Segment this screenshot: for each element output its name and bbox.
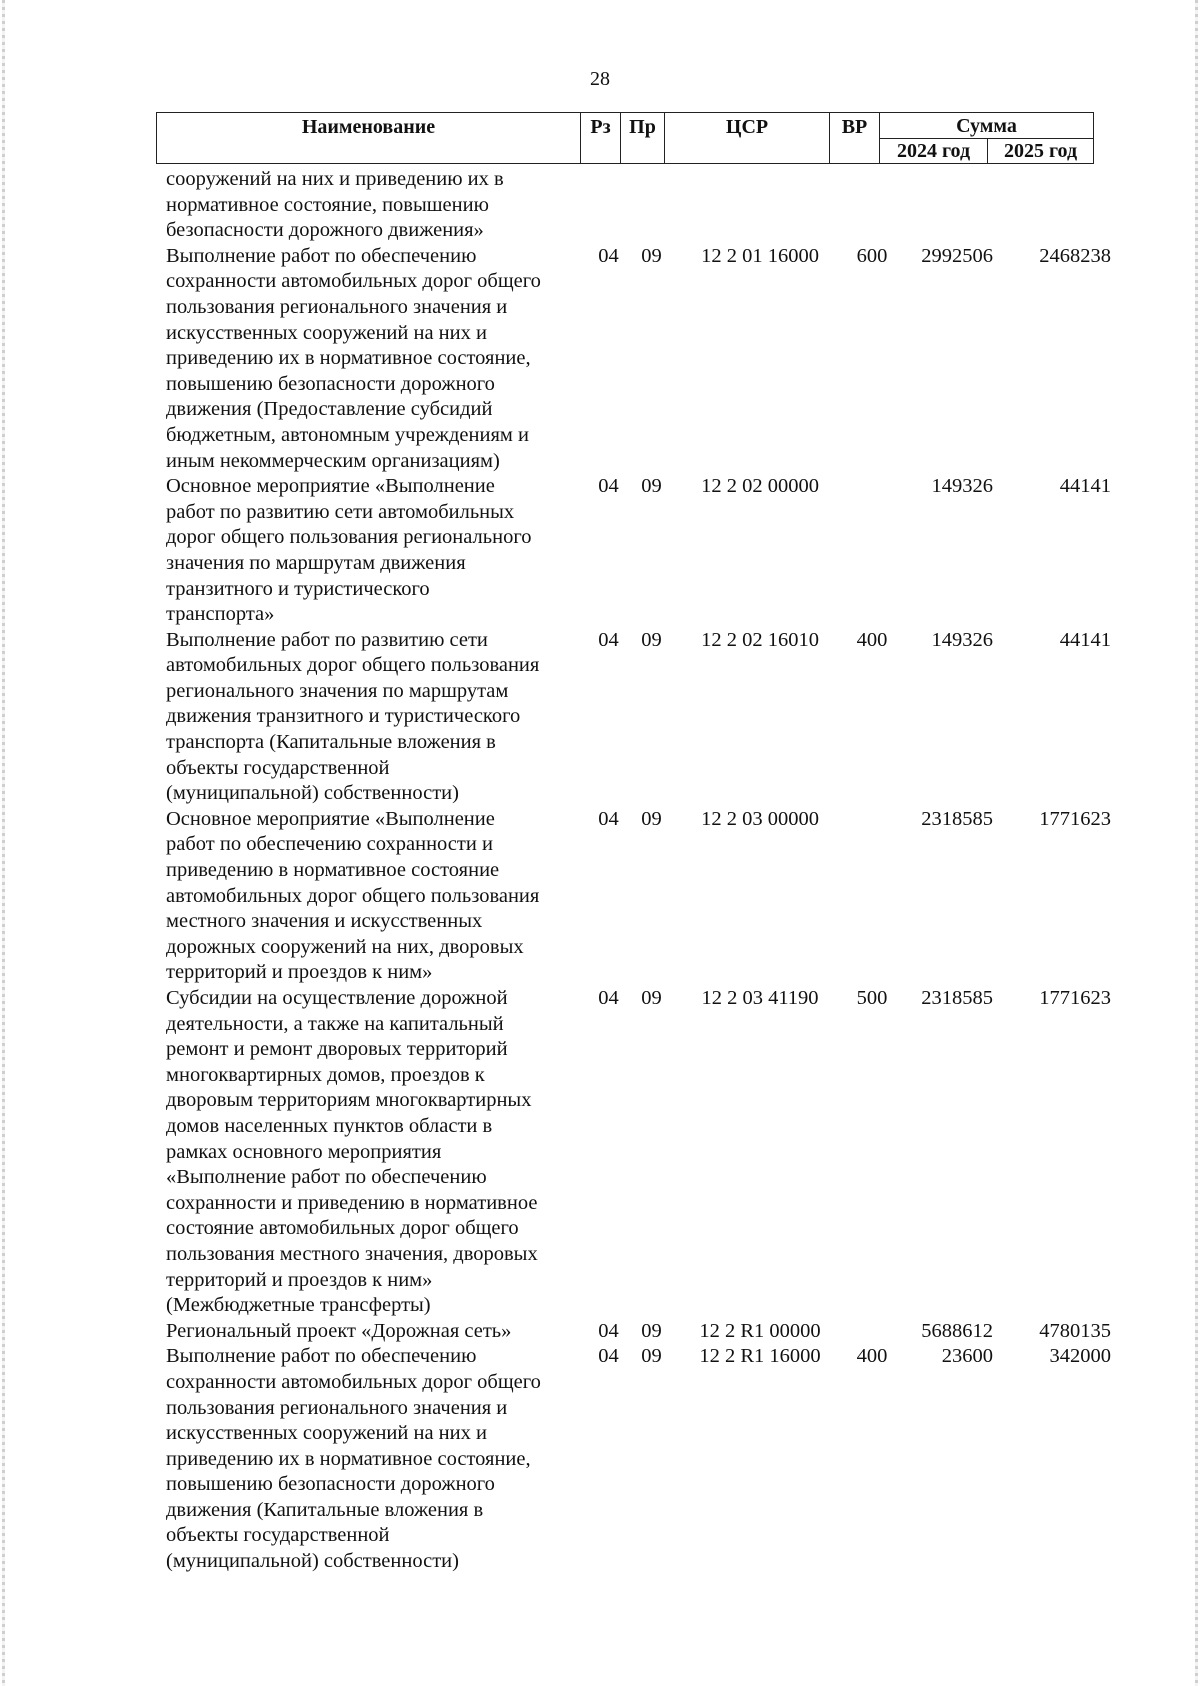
header-year-2024: 2024 год bbox=[880, 139, 988, 164]
cell-name-line: рамках основного мероприятия bbox=[166, 1140, 442, 1163]
cell-rz: 04 bbox=[598, 1345, 619, 1368]
cell-name-line: сооружений на них и приведению их в bbox=[166, 168, 504, 190]
cell-rz bbox=[588, 167, 629, 244]
cell-sum-2024: 23600 bbox=[941, 1345, 993, 1368]
cell-name-line: приведению их в нормативное состояние, bbox=[166, 347, 531, 370]
cell-name-line: транспорта» bbox=[166, 603, 275, 626]
cell-csr: 12 2 01 16000 bbox=[701, 244, 819, 267]
cell-sum-2025: 1771623 bbox=[1039, 987, 1111, 1009]
cell-name-line: дорог общего пользования регионального bbox=[166, 526, 532, 549]
cell-name-line: регионального значения по маршрутам bbox=[166, 679, 509, 702]
cell-name-line: движения транзитного и туристического bbox=[166, 705, 521, 728]
cell-vr bbox=[846, 474, 898, 628]
cell-name bbox=[156, 807, 588, 986]
cell-name-line: Субсидии на осуществление дорожной bbox=[166, 987, 508, 1009]
cell-name bbox=[156, 167, 588, 244]
cell-name-line: бюджетным, автономным учреждениям и bbox=[166, 423, 529, 446]
cell-name-line: ремонт и ремонт дворовых территорий bbox=[166, 1038, 508, 1061]
cell-name-line: искусственных сооружений на них и bbox=[166, 321, 487, 344]
cell-sum-2025: 342000 bbox=[1049, 1345, 1111, 1368]
cell-name bbox=[156, 628, 588, 807]
cell-pr: 09 bbox=[641, 475, 662, 498]
cell-vr bbox=[846, 807, 898, 986]
cell-rz: 04 bbox=[598, 628, 619, 651]
cell-name-line: пользования регионального значения и bbox=[166, 295, 508, 318]
scan-edge-right bbox=[1195, 0, 1198, 1686]
cell-sum-2025 bbox=[1008, 167, 1116, 244]
cell-vr bbox=[846, 1319, 898, 1345]
cell-name-line: автомобильных дорог общего пользования bbox=[166, 884, 540, 907]
cell-pr: 09 bbox=[641, 1345, 662, 1368]
table-header bbox=[156, 112, 1094, 164]
cell-vr: 600 bbox=[856, 244, 888, 267]
header-rz: Рз bbox=[581, 113, 621, 164]
header-pr: Пр bbox=[621, 113, 665, 164]
cell-name-line: Выполнение работ по обеспечению bbox=[166, 244, 477, 267]
cell-pr: 09 bbox=[641, 628, 662, 651]
cell-name bbox=[156, 474, 588, 628]
table-row bbox=[156, 1344, 1116, 1574]
cell-name-line: пользования местного значения, дворовых bbox=[166, 1242, 538, 1265]
cell-name-line: многоквартирных домов, проездов к bbox=[166, 1063, 485, 1086]
cell-sum-2024: 149326 bbox=[931, 475, 993, 498]
table-row bbox=[156, 1319, 1116, 1345]
cell-rz: 04 bbox=[598, 475, 619, 498]
table-row bbox=[156, 167, 1116, 244]
cell-name-line: объекты государственной bbox=[166, 1524, 390, 1547]
cell-name-line: приведению их в нормативное состояние, bbox=[166, 1447, 531, 1470]
cell-name-line: дорожных сооружений на них, дворовых bbox=[166, 935, 524, 958]
cell-name-line: Региональный проект «Дорожная сеть» bbox=[166, 1319, 512, 1342]
cell-name-line: территорий и проездов к ним» bbox=[166, 961, 433, 984]
cell-sum-2025: 4780135 bbox=[1039, 1319, 1111, 1342]
cell-csr: 12 2 03 41190 bbox=[701, 987, 819, 1009]
cell-rz: 04 bbox=[598, 1319, 619, 1342]
cell-name-line: Основное мероприятие «Выполнение bbox=[166, 807, 495, 830]
cell-name-line: приведению в нормативное состояние bbox=[166, 859, 500, 882]
cell-csr: 12 2 02 00000 bbox=[701, 475, 819, 498]
cell-pr bbox=[629, 167, 674, 244]
cell-name-line: (муниципальной) собственности) bbox=[166, 782, 459, 805]
header-name: Наименование bbox=[157, 113, 581, 164]
cell-name-line: (Межбюджетные трансферты) bbox=[166, 1294, 431, 1317]
cell-name-line: пользования регионального значения и bbox=[166, 1396, 508, 1419]
cell-name-line: домов населенных пунктов области в bbox=[166, 1114, 493, 1137]
cell-name bbox=[156, 244, 588, 474]
cell-sum-2025: 44141 bbox=[1059, 628, 1111, 651]
cell-name-line: объекты государственной bbox=[166, 756, 390, 779]
header-csr: ЦСР bbox=[665, 113, 830, 164]
cell-name-line: Выполнение работ по обеспечению bbox=[166, 1345, 477, 1368]
cell-pr: 09 bbox=[641, 244, 662, 267]
cell-vr: 400 bbox=[856, 628, 888, 651]
cell-name-line: искусственных сооружений на них и bbox=[166, 1422, 487, 1445]
table-row bbox=[156, 807, 1116, 986]
cell-csr bbox=[674, 167, 846, 244]
cell-name-line: работ по обеспечению сохранности и bbox=[166, 833, 493, 856]
cell-name-line: (муниципальной) собственности) bbox=[166, 1550, 459, 1573]
cell-pr: 09 bbox=[641, 1319, 662, 1342]
table-row bbox=[156, 474, 1116, 628]
cell-name-line: движения (Предоставление субсидий bbox=[166, 398, 493, 421]
cell-csr: 12 2 R1 00000 bbox=[699, 1319, 821, 1342]
cell-name-line: состояние автомобильных дорог общего bbox=[166, 1217, 519, 1240]
cell-name-line: территорий и проездов к ним» bbox=[166, 1268, 433, 1291]
cell-name-line: дворовым территориям многоквартирных bbox=[166, 1089, 532, 1112]
cell-vr bbox=[846, 167, 898, 244]
cell-name bbox=[156, 1319, 588, 1345]
cell-csr: 12 2 02 16010 bbox=[701, 628, 819, 651]
cell-rz: 04 bbox=[598, 987, 619, 1009]
cell-name-line: транзитного и туристического bbox=[166, 577, 430, 600]
cell-name bbox=[156, 1344, 588, 1574]
header-sum: Сумма bbox=[880, 113, 1094, 139]
table-body bbox=[156, 167, 1116, 1575]
cell-sum-2024 bbox=[898, 167, 1008, 244]
scan-edge-left bbox=[2, 0, 5, 1686]
cell-sum-2024: 2992506 bbox=[921, 244, 993, 267]
table-row bbox=[156, 986, 1116, 1319]
cell-name-line: сохранности автомобильных дорог общего bbox=[166, 1370, 541, 1393]
cell-rz: 04 bbox=[598, 807, 619, 830]
cell-name bbox=[156, 986, 588, 1319]
cell-name-line: безопасности дорожного движения» bbox=[166, 219, 484, 242]
header-vr: ВР bbox=[830, 113, 880, 164]
cell-name-line: автомобильных дорог общего пользования bbox=[166, 654, 540, 677]
cell-name-line: местного значения и искусственных bbox=[166, 910, 483, 933]
cell-name-line: повышению безопасности дорожного bbox=[166, 1473, 495, 1496]
header-year-2025: 2025 год bbox=[988, 139, 1094, 164]
cell-rz: 04 bbox=[598, 244, 619, 267]
cell-name-line: движения (Капитальные вложения в bbox=[166, 1498, 484, 1521]
cell-sum-2024: 5688612 bbox=[921, 1319, 993, 1342]
cell-sum-2025: 1771623 bbox=[1039, 807, 1111, 830]
cell-sum-2024: 2318585 bbox=[921, 987, 993, 1009]
cell-name-line: сохранности и приведению в нормативное bbox=[166, 1191, 538, 1214]
cell-name-line: транспорта (Капитальные вложения в bbox=[166, 731, 496, 754]
cell-name-line: работ по развитию сети автомобильных bbox=[166, 500, 515, 523]
cell-name-line: нормативное состояние, повышению bbox=[166, 193, 489, 216]
cell-csr: 12 2 03 00000 bbox=[701, 807, 819, 830]
cell-csr: 12 2 R1 16000 bbox=[699, 1345, 821, 1368]
cell-sum-2025: 44141 bbox=[1059, 475, 1111, 498]
cell-sum-2024: 149326 bbox=[931, 628, 993, 651]
cell-name-line: Основное мероприятие «Выполнение bbox=[166, 475, 495, 498]
table-row bbox=[156, 244, 1116, 474]
cell-sum-2025: 2468238 bbox=[1039, 244, 1111, 267]
cell-vr: 400 bbox=[856, 1345, 888, 1368]
cell-pr: 09 bbox=[641, 807, 662, 830]
cell-pr: 09 bbox=[641, 987, 662, 1009]
cell-name-line: Выполнение работ по развитию сети bbox=[166, 628, 488, 651]
cell-name-line: «Выполнение работ по обеспечению bbox=[166, 1166, 487, 1189]
table-row bbox=[156, 628, 1116, 807]
cell-name-line: значения по маршрутам движения bbox=[166, 551, 466, 574]
cell-sum-2024: 2318585 bbox=[921, 807, 993, 830]
cell-name-line: сохранности автомобильных дорог общего bbox=[166, 270, 541, 293]
cell-vr: 500 bbox=[856, 987, 888, 1009]
cell-name-line: повышению безопасности дорожного bbox=[166, 372, 495, 395]
cell-name-line: иным некоммерческим организациям) bbox=[166, 449, 500, 472]
page-number: 28 bbox=[590, 68, 610, 90]
cell-name-line: деятельности, а также на капитальный bbox=[166, 1012, 504, 1035]
